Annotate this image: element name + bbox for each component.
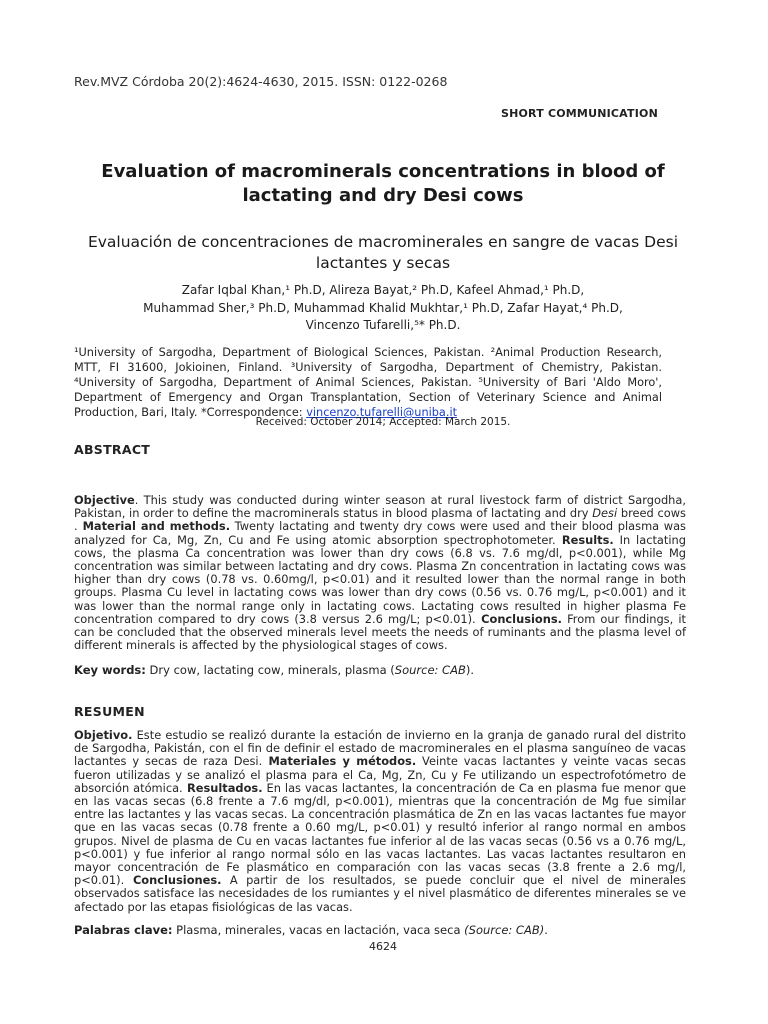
article-type: SHORT COMMUNICATION xyxy=(500,107,658,120)
abstract-objective-text-2: breed cows . xyxy=(74,506,686,534)
abstract-objective-italic: Desi xyxy=(592,506,618,521)
keywords-label: Key words: xyxy=(74,663,146,677)
page-number: 4624 xyxy=(369,940,397,953)
abstract-objective-label: Objective xyxy=(74,493,135,507)
correspondence-email-link[interactable]: vincenzo.tufarelli@uniba.it xyxy=(306,406,458,419)
palabras-clave-text: Plasma, minerales, vacas en lactación, vaca seca xyxy=(172,923,465,937)
author-line-3: Vincenzo Tufarelli,⁵* Ph.D. xyxy=(305,318,461,332)
affiliations-text: ¹University of Sargodha, Department of Biological Sciences, Pakistan. ²Animal Production Research, MTT, FI 31600, Jokioinen, Finland. ³University of Sargodha, Department of Chemistry, Pakistan. ⁴University of Sargodha, Department of Animal Sciences, Pakistan. ⁵University of Bari 'Aldo Moro', Department of Emergency and Organ Transplantation, Section of Veterinary Science and Animal Production, Bari, Italy. *Correspondence: xyxy=(74,346,662,419)
author-line-1: Zafar Iqbal Khan,¹ Ph.D, Alireza Bayat,² Ph.D, Kafeel Ahmad,¹ Ph.D, xyxy=(181,283,585,297)
resumen-heading: RESUMEN xyxy=(74,704,145,719)
author-list xyxy=(74,282,692,335)
keywords xyxy=(74,663,686,677)
abstract-heading: ABSTRACT xyxy=(74,442,151,457)
resumen-conclusions-label: Conclusiones. xyxy=(124,873,222,888)
abstract-objective-text: . This study was conducted during winter season at rural livestock farm of district Sargodha, Pakistan, in order to define the macrominerals status in blood plasma of lactating and dry xyxy=(74,493,686,521)
abstract-results-text: In lactating cows, the plasma Ca concentration was lower than dry cows (6.8 vs. 7.6 mg/dl, p<0.001), while Mg concentration was similar between lactating and dry cows. Plasma Zn concentration in lactating cows was higher than dry cows (0.78 vs. 0.60mg/l, p<0.01) and it resulted lower than the normal range in both groups. Plasma Cu level in lactating cows was lower than dry cows (0.56 vs. 0.76 mg/L, p<0.001) and it was lower than the normal range only in lactating cows. Lactating cows resulted in higher plasma Fe concentration compared to dry cows (3.8 versus 2.6 mg/L; p<0.01). xyxy=(74,532,686,626)
resumen-objective-text: Este estudio se realizó durante la estación de invierno en la granja de ganado rural del distrito de Sargodha, Pakistán, con el fin de definir el estado de macrominerales en el plasma sanguíneo de vacas lactantes y secas de raza Desi. xyxy=(74,728,686,769)
keywords-end: ). xyxy=(465,663,475,677)
received-dates: Received: October 2014; Accepted: March 2015. xyxy=(255,416,511,428)
palabras-clave-end: . xyxy=(544,923,548,937)
abstract-conclusions-text: From our findings, it can be concluded that the observed minerals level meets the needs of ruminants and the plasma level of different minerals is affected by the physiological stages of cows. xyxy=(74,611,687,653)
title-english: Evaluation of macrominerals concentrations in blood of lactating and dry Desi cows xyxy=(101,161,665,206)
palabras-clave-source: (Source: CAB) xyxy=(464,923,545,937)
abstract-body xyxy=(74,494,686,652)
title-spanish: Evaluación de concentraciones de macrominerales en sangre de vacas Desi lactantes y secas xyxy=(87,233,679,272)
abstract-results-label: Results. xyxy=(555,532,614,547)
resumen-results-text: En las vacas lactantes, la concentración de Ca en plasma fue menor que en las vacas secas (6.8 frente a 7.6 mg/dl, p<0.001), mientras que la concentración de Mg fue similar entre las lactantes y las vacas secas. La concentración plasmática de Zn en las vacas lactantes fue mayor que en las vacas secas (0.78 frente a 0.60 mg/L, p<0.01) y resultó inferior al rango normal en ambos grupos. Nivel de plasma de Cu en vacas lactantes fue inferior al de las vacas secas (0.56 vs a 0.76 mg/L, p<0.001) y fue inferior al rango normal sólo en las vacas lactantes. Las vacas lactantes resultaron en mayor concentración de Fe plasmático en comparación con las vacas secas (3.8 frente a 2.6 mg/l, p<0.01). xyxy=(74,780,686,888)
affiliations xyxy=(74,345,662,420)
palabras-clave-label: Palabras clave: xyxy=(74,923,173,937)
abstract-methods-label: Material and methods. xyxy=(77,519,231,534)
abstract-methods-text: Twenty lactating and twenty dry cows were used and their blood plasma was analyzed for Ca, Mg, Zn, Cu and Fe using atomic absorption spectrophotometer. xyxy=(74,519,686,547)
keywords-text: Dry cow, lactating cow, minerals, plasma ( xyxy=(145,663,395,677)
resumen-results-label: Resultados. xyxy=(182,780,263,795)
author-line-2: Muhammad Sher,³ Ph.D, Muhammad Khalid Mukhtar,¹ Ph.D, Zafar Hayat,⁴ Ph.D, xyxy=(143,300,623,315)
palabras-clave xyxy=(74,923,686,937)
abstract-conclusions-label: Conclusions. xyxy=(475,611,562,626)
resumen-body xyxy=(74,729,686,914)
resumen-objective-label: Objetivo. xyxy=(74,728,133,742)
journal-reference: Rev.MVZ Córdoba 20(2):4624-4630, 2015. ISSN: 0122-0268 xyxy=(74,74,448,89)
resumen-methods-label: Materiales y métodos. xyxy=(262,754,417,769)
keywords-source: Source: CAB xyxy=(394,663,466,677)
resumen-methods-text: Veinte vacas lactantes y veinte vacas secas fueron utilizadas y se analizó el plasma para el Ca, Mg, Zn, Cu y Fe utilizando un espectrofotómetro de absorción atómica. xyxy=(74,754,686,795)
resumen-conclusions-text: A partir de los resultados, se puede concluir que el nivel de minerales observados satisface las necesidades de los rumiantes y el nivel plasmático de diferentes minerales se ve afectado por las etapas fisiológicas de las vacas. xyxy=(74,873,686,914)
